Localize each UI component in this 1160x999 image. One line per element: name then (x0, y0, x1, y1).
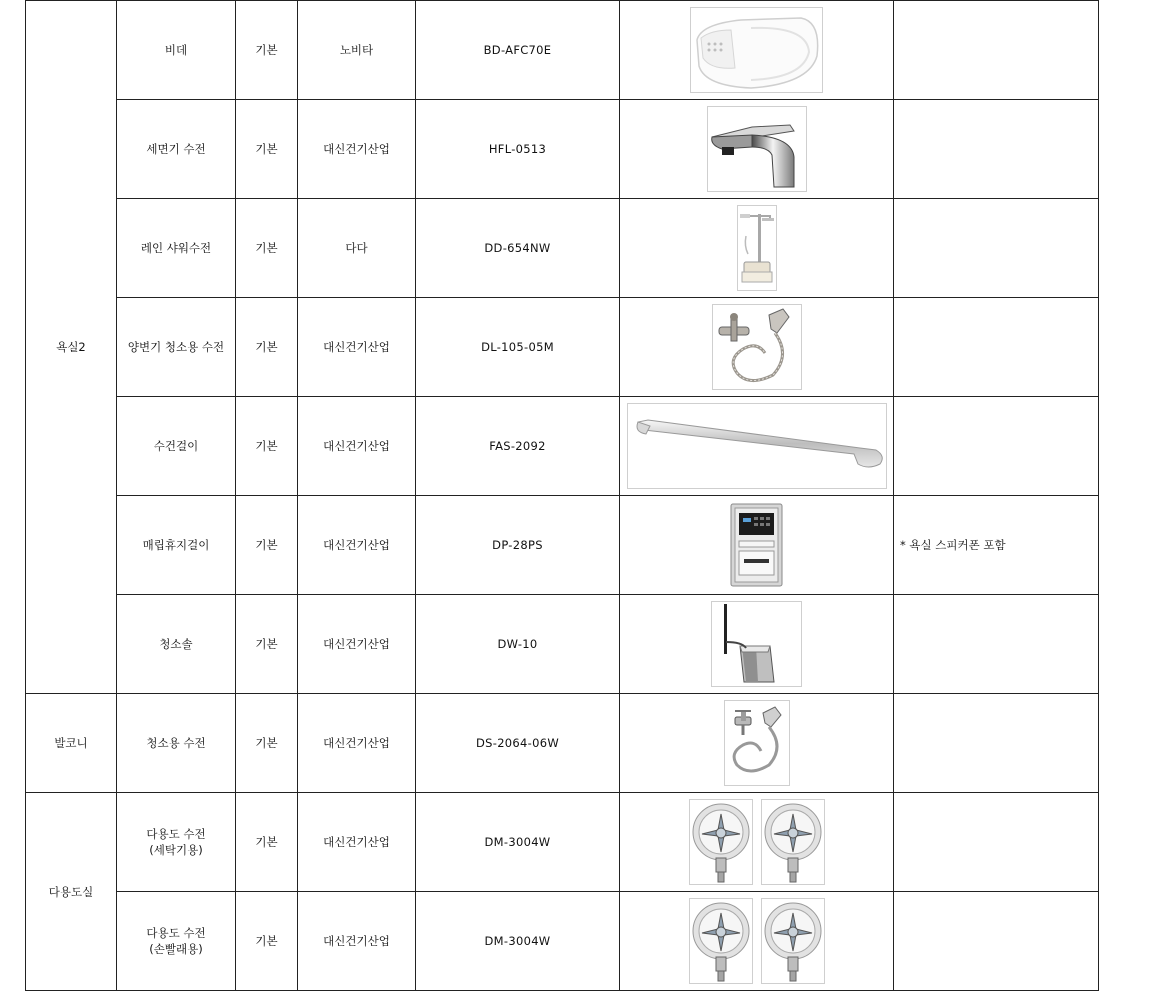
model-cell: DP-28PS (416, 496, 620, 595)
model-cell: DW-10 (416, 595, 620, 694)
table-row (26, 793, 1099, 892)
item-cell: 레인 샤워수전 (117, 199, 236, 298)
maker-cell: 대신건기산업 (298, 892, 416, 991)
type-cell: 기본 (236, 892, 298, 991)
table-row (26, 1, 1099, 100)
item-cell: 청소용 수전 (117, 694, 236, 793)
note-cell (894, 199, 1099, 298)
type-cell: 기본 (236, 100, 298, 199)
towel-bar-icon (627, 403, 887, 489)
maker-cell: 대신건기산업 (298, 397, 416, 496)
image-cell (620, 199, 894, 298)
basin-faucet-icon (707, 106, 807, 192)
note-cell (894, 595, 1099, 694)
model-cell: BD-AFC70E (416, 1, 620, 100)
recessed-paper-holder-icon (730, 503, 783, 587)
image-cell (620, 793, 894, 892)
model-cell: HFL-0513 (416, 100, 620, 199)
table-row (26, 496, 1099, 595)
item-cell: 양변기 청소용 수전 (117, 298, 236, 397)
image-cell (620, 100, 894, 199)
type-cell: 기본 (236, 199, 298, 298)
item-cell: 매립휴지걸이 (117, 496, 236, 595)
table-row (26, 694, 1099, 793)
image-cell (620, 694, 894, 793)
utility-valve-icon (761, 898, 825, 984)
toilet-brush-icon (711, 601, 802, 687)
table-row (26, 397, 1099, 496)
model-cell: FAS-2092 (416, 397, 620, 496)
note-cell (894, 793, 1099, 892)
image-cell (620, 298, 894, 397)
note-cell: * 욕실 스피커폰 포함 (894, 496, 1099, 595)
type-cell: 기본 (236, 298, 298, 397)
group-cell: 발코니 (26, 694, 117, 793)
model-cell: DD-654NW (416, 199, 620, 298)
group-cell: 욕실2 (26, 1, 117, 694)
item-cell: 청소솔 (117, 595, 236, 694)
type-cell: 기본 (236, 1, 298, 100)
type-cell: 기본 (236, 496, 298, 595)
table-row (26, 892, 1099, 991)
item-cell: 비데 (117, 1, 236, 100)
table-row (26, 298, 1099, 397)
model-cell: DM-3004W (416, 892, 620, 991)
image-cell (620, 397, 894, 496)
maker-cell: 다다 (298, 199, 416, 298)
model-cell: DL-105-05M (416, 298, 620, 397)
table-row (26, 100, 1099, 199)
item-cell: 세면기 수전 (117, 100, 236, 199)
maker-cell: 대신건기산업 (298, 595, 416, 694)
item-cell: 수건걸이 (117, 397, 236, 496)
utility-valve-icon (689, 799, 753, 885)
type-cell: 기본 (236, 397, 298, 496)
maker-cell: 대신건기산업 (298, 496, 416, 595)
type-cell: 기본 (236, 793, 298, 892)
item-line: (손빨래용) (149, 942, 203, 956)
image-cell (620, 496, 894, 595)
note-cell (894, 1, 1099, 100)
note-cell (894, 298, 1099, 397)
table-row (26, 595, 1099, 694)
note-cell (894, 694, 1099, 793)
model-cell: DM-3004W (416, 793, 620, 892)
cleaning-faucet-icon (724, 700, 790, 786)
utility-valve-icon (689, 898, 753, 984)
maker-cell: 노비타 (298, 1, 416, 100)
toilet-spray-icon (712, 304, 802, 390)
maker-cell: 대신건기산업 (298, 100, 416, 199)
item-line: (세탁기용) (149, 843, 203, 857)
type-cell: 기본 (236, 595, 298, 694)
table-row (26, 199, 1099, 298)
group-cell: 다용도실 (26, 793, 117, 991)
spec-table (25, 0, 1099, 991)
rain-shower-icon (737, 205, 777, 291)
utility-valve-icon (761, 799, 825, 885)
item-line: 다용도 수전 (146, 827, 206, 841)
item-line: 다용도 수전 (146, 926, 206, 940)
note-cell (894, 100, 1099, 199)
maker-cell: 대신건기산업 (298, 298, 416, 397)
item-cell (117, 892, 236, 991)
maker-cell: 대신건기산업 (298, 793, 416, 892)
note-cell (894, 892, 1099, 991)
image-cell (620, 1, 894, 100)
type-cell: 기본 (236, 694, 298, 793)
image-cell (620, 892, 894, 991)
item-cell (117, 793, 236, 892)
model-cell: DS-2064-06W (416, 694, 620, 793)
image-cell (620, 595, 894, 694)
note-cell (894, 397, 1099, 496)
bidet-seat-icon (690, 7, 823, 93)
maker-cell: 대신건기산업 (298, 694, 416, 793)
